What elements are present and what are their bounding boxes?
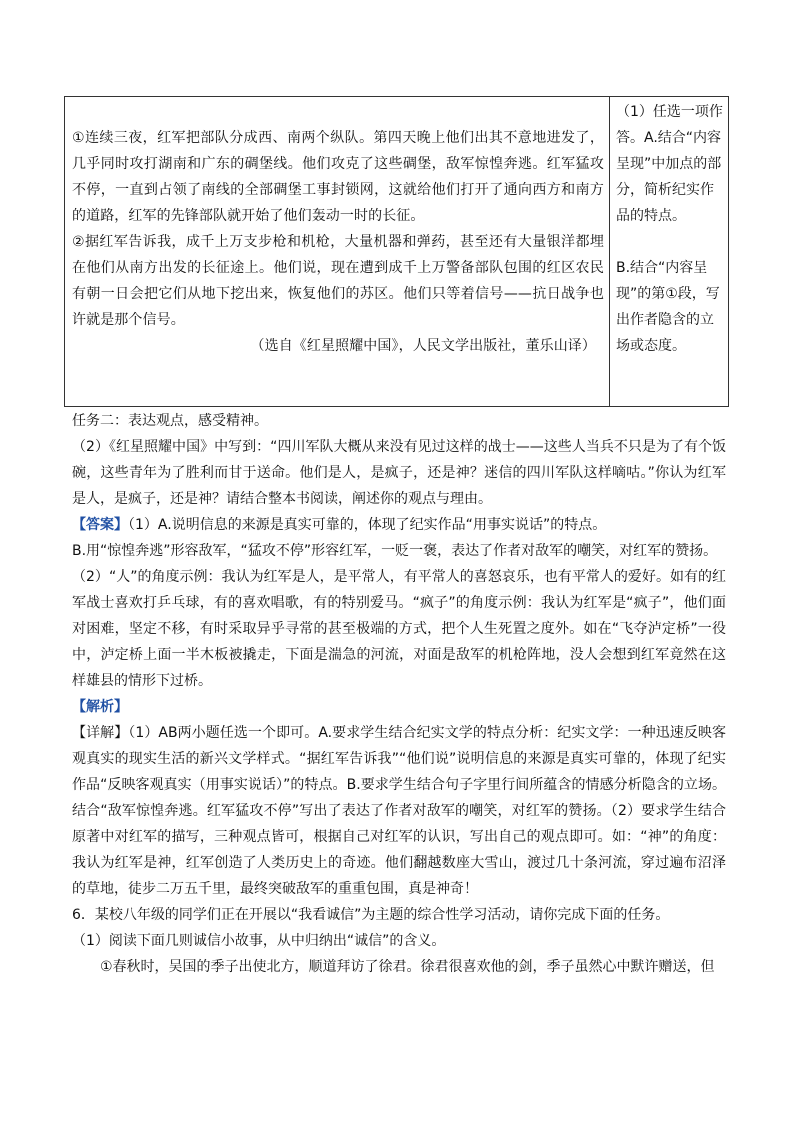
answer-tag: 【答案】	[72, 517, 128, 533]
reading-table	[64, 96, 729, 407]
task-option-b: B.结合“内容呈现”的第①段，写出作者隐含的立场或态度。	[616, 260, 720, 354]
material-paragraph-1: ①连续三夜，红军把部队分成西、南两个纵队。第四天晚上他们出其不意地进发了，几乎同时攻打湖南和广东的碉堡线。他们攻克了这些碉堡，敌军惊惶奔逃。红军猛攻不停，一直到占领了南线的全部碉堡工事封锁网，这就给他们打开了通向西方和南方的道路，红军的先锋部队就开始了他们轰动一时的长征。	[72, 130, 604, 224]
task-option-a: （1）任选一项作答。A.结合“内容呈现”中加点的部分，简析纪实作品的特点。	[616, 104, 723, 224]
document-body	[72, 408, 726, 980]
material-cell	[72, 125, 604, 359]
answer-line-1	[72, 512, 726, 538]
analysis-line	[72, 694, 726, 720]
material-source: （选自《红星照耀中国》，人民文学出版社，董乐山译）	[250, 338, 596, 354]
answer-b: B.用“惊惶奔逃”形容敌军，“猛攻不停”形容红军，一贬一褒，表达了作者对敌军的嘲笑，对红军的赞扬。	[72, 543, 718, 559]
task2-title: 任务二：表达观点，感受精神。	[72, 413, 268, 429]
question-2: （2）《红星照耀中国》中写到：“四川军队大概从来没有见过这样的战士——这些人当兵不只是为了有个饭碗，这些青年为了胜利而甘于送命。他们是人，是疯子，还是神？迷信的四川军队这样嘀咕。”你认为红军是人，是疯子，还是神？请结合整本书阅读，阐述你的观点与理由。	[72, 439, 726, 507]
answer-1: （1）A.说明信息的来源是真实可靠的，体现了纪实作品“用事实说话”的特点。	[128, 517, 607, 533]
question-6-1: （1）阅读下面几则诚信小故事，从中归纳出“诚信”的含义。	[72, 933, 446, 949]
material-paragraph-2: ②据红军告诉我，成千上万支步枪和机枪，大量机器和弹药，甚至还有大量银洋都埋在他们从南方出发的长征途上。他们说，现在遭到成千上万警备部队包围的红区农民有朝一日会把它们从地下挖出来，恢复他们的苏区。他们只等着信号——抗日战争也许就是那个信号。	[72, 234, 604, 328]
detail-paragraph	[72, 720, 726, 902]
analysis-tag: 【解析】	[72, 699, 128, 715]
answer-2: （2）“人”的角度示例：我认为红军是人，是平常人，有平常人的喜怒哀乐，也有平常人的爱好。如有的红军战士喜欢打乒乓球，有的喜欢唱歌，有的特别爱马。“疯子”的角度示例：我认为红军是“疯子”，他们面对困难，坚定不移，有时采取异乎寻常的甚至极端的方式，把个人生死置之度外。如在“飞夺泸定桥”一役中，泸定桥上面一半木板被撬走，下面是湍急的河流，对面是敌军的机枪阵地，没人会想到红军竟然在这样雄县的情形下过桥。	[72, 569, 726, 689]
detail-tag: 【详解】	[72, 725, 129, 741]
table-divider	[609, 97, 610, 406]
task-cell	[616, 99, 726, 359]
question-6: 6．某校八年级的同学们正在开展以“我看诚信”为主题的综合性学习活动，请你完成下面的任务。	[72, 907, 670, 923]
detail-text: （1）AB两小题任选一个即可。A.要求学生结合纪实文学的特点分析：纪实文学：一种迅速反映客观真实的现实生活的新兴文学样式。“据红军告诉我”“他们说”说明信息的来源是真实可靠的，体现了纪实作品“反映客观真实（用事实说话）”的特点。B.要求学生结合句子字里行间所蕴含的情感分析隐含的立场。结合“敌军惊惶奔逃。红军猛攻不停”写出了表达了作者对敌军的嘲笑，对红军的赞扬。（2）要求学生结合原著中对红军的描写，三种观点皆可，根据自己对红军的认识，写出自己的观点即可。如：“神”的角度：我认为红军是神，红军创造了人类历史上的奇迹。他们翻越数座大雪山，渡过几十条河流，穿过遍布沼泽的草地，徒步二万五千里，最终突破敌军的重重包围，真是神奇！	[72, 725, 727, 897]
story-1: ①春秋时，吴国的季子出使北方，顺道拜访了徐君。徐君很喜欢他的剑，季子虽然心中默许赠送，但	[100, 959, 715, 975]
